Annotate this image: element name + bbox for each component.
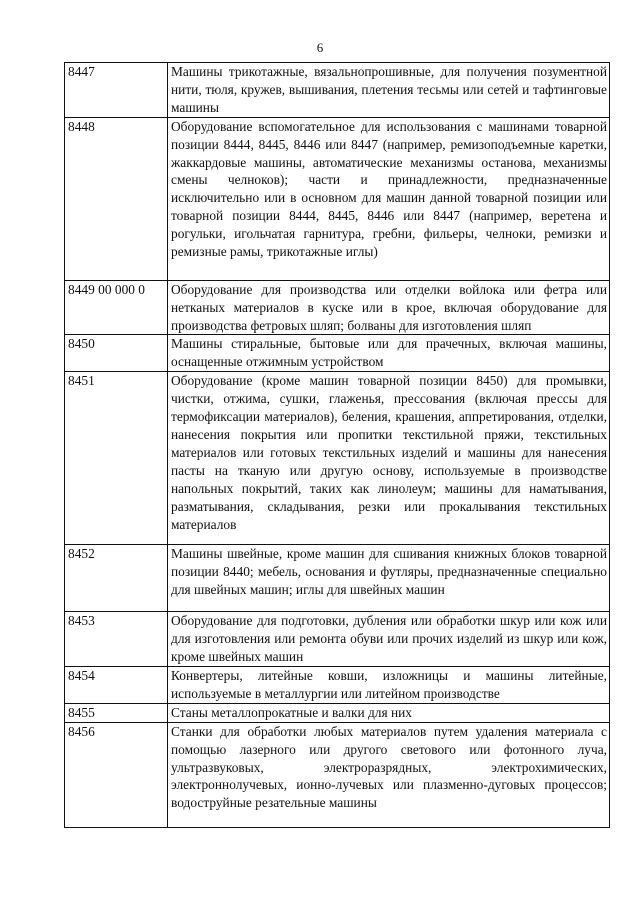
table-row [65, 280, 610, 335]
description-cell: Машины трикотажные, вязальнопрошивные, для получения позументной нити, тюля, кружев, вышивания, плетения тесьмы или сетей и тафтинговые машины [168, 63, 610, 118]
code-cell: 8456 [65, 722, 168, 827]
code-cell: 8455 [65, 703, 168, 722]
code-cell: 8454 [65, 666, 168, 703]
description-cell: Машины швейные, кроме машин для сшивания книжных блоков товарной позиции 8440; мебель, основания и футляры, предназначенные специально для швейных машин; иглы для швейных машин [168, 545, 610, 612]
commodity-code-table [64, 62, 610, 828]
page-number: 6 [316, 40, 324, 55]
table-row [65, 117, 610, 280]
table-row [65, 703, 610, 722]
code-cell: 8450 [65, 335, 168, 372]
description-cell: Оборудование вспомогательное для использования с машинами товарной позиции 8444, 8445, 8446 или 8447 (например, ремизоподъемные каретки, жаккардовые машины, автоматические механизмы останова, механизмы смены челноков); части и принадлежности, предназначенные исключительно или в основном для машин данной товарной позиции или товарной позиции 8444, 8445, 8446 или 8447 (например, веретена и рогульки, игольчатая гарнитура, гребни, фильеры, челноки, ремизки и ремизные рамы, трикотажные иглы) [168, 117, 610, 280]
table-row [65, 722, 610, 827]
description-cell: Оборудование для подготовки, дубления или обработки шкур или кож или для изготовления или ремонта обуви или прочих изделий из шкур или кож, кроме швейных машин [168, 612, 610, 667]
description-cell: Конвертеры, литейные ковши, изложницы и машины литейные, используемые в металлургии или литейном производстве [168, 666, 610, 703]
table-row [65, 63, 610, 118]
code-cell: 8447 [65, 63, 168, 118]
code-cell: 8448 [65, 117, 168, 280]
description-cell: Оборудование для производства или отделки войлока или фетра или нетканых материалов в куске или в крое, включая оборудование для производства фетровых шляп; болваны для изготовления шляп [168, 280, 610, 335]
description-cell: Станы металлопрокатные и валки для них [168, 703, 610, 722]
table-row [65, 666, 610, 703]
code-cell: 8453 [65, 612, 168, 667]
table-row [65, 335, 610, 372]
code-cell: 8452 [65, 545, 168, 612]
table-row [65, 612, 610, 667]
description-cell: Станки для обработки любых материалов путем удаления материала с помощью лазерного или другого светового или фотонного луча, ультразвуковых, электроразрядных, электрохимических, электроннолучевых, ионно-лучевых или плазменно-дуговых процессов; водоструйные резательные машины [168, 722, 610, 827]
description-cell: Машины стиральные, бытовые или для прачечных, включая машины, оснащенные отжимным устройством [168, 335, 610, 372]
code-cell: 8451 [65, 372, 168, 545]
description-cell: Оборудование (кроме машин товарной позиции 8450) для промывки, чистки, отжима, сушки, глаженья, прессования (включая прессы для термофиксации материалов), беления, крашения, аппретирования, отделки, нанесения покрытия или пропитки текстильной пряжи, текстильных материалов или готовых текстильных изделий и машины для нанесения пасты на тканую или другую основу, используемые в производстве напольных покрытий, таких как линолеум; машины для наматывания, разматывания, складывания, резки или прокалывания текстильных материалов [168, 372, 610, 545]
table-row [65, 545, 610, 612]
table-row [65, 372, 610, 545]
code-cell: 8449 00 000 0 [65, 280, 168, 335]
